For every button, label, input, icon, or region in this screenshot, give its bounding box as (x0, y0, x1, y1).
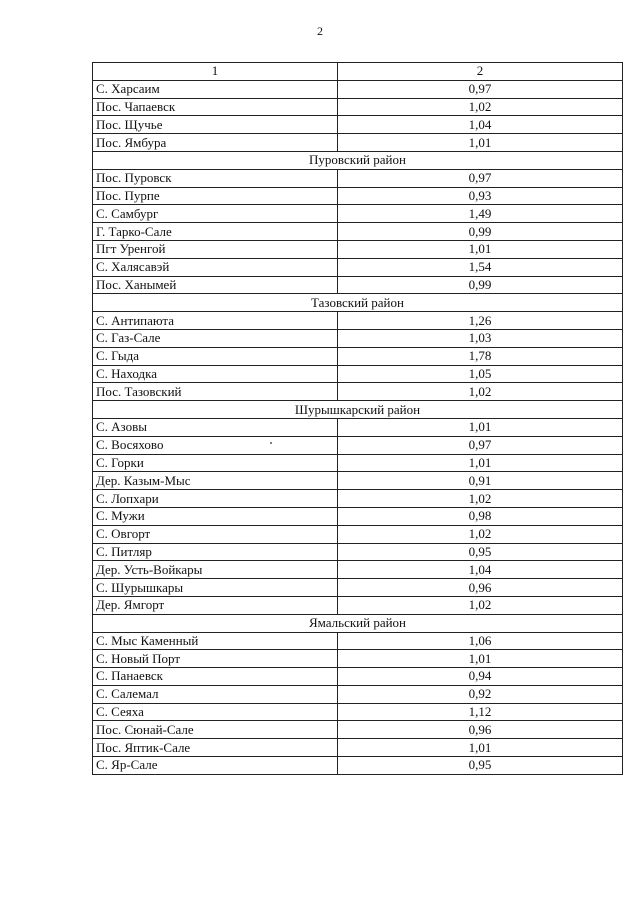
coefficient-value: 1,06 (338, 632, 623, 650)
district-title: Шурышкарский район (93, 401, 623, 419)
table-row (93, 383, 623, 401)
coefficient-table (92, 62, 623, 775)
coefficient-value: 0,99 (338, 276, 623, 294)
coefficient-value: 0,95 (338, 757, 623, 775)
settlement-name: Пос. Яптик-Сале (93, 739, 338, 757)
settlement-name: С. Восяхово (93, 436, 338, 454)
table-row (93, 721, 623, 739)
settlement-name: С. Яр-Сале (93, 757, 338, 775)
settlement-name: Пос. Пурпе (93, 187, 338, 205)
table-row (93, 240, 623, 258)
table-row (93, 223, 623, 241)
coefficient-value: 1,05 (338, 365, 623, 383)
table-row (93, 739, 623, 757)
coefficient-value: 1,02 (338, 490, 623, 508)
settlement-name: Пос. Чапаевск (93, 98, 338, 116)
settlement-name: С. Находка (93, 365, 338, 383)
table-row (93, 134, 623, 152)
header-col-1: 1 (93, 63, 338, 81)
page-number: 2 (317, 24, 323, 38)
settlement-name: С. Салемал (93, 685, 338, 703)
coefficient-value: 1,02 (338, 98, 623, 116)
table-row (93, 436, 623, 454)
settlement-name: Дер. Казым-Мыс (93, 472, 338, 490)
coefficient-value: 1,03 (338, 329, 623, 347)
table-row (93, 258, 623, 276)
table-row (93, 98, 623, 116)
coefficient-value: 1,01 (338, 650, 623, 668)
settlement-name: С. Овгорт (93, 525, 338, 543)
coefficient-value: 0,97 (338, 169, 623, 187)
settlement-name: Пос. Щучье (93, 116, 338, 134)
table-row (93, 703, 623, 721)
coefficient-value: 0,97 (338, 436, 623, 454)
coefficient-value: 1,01 (338, 134, 623, 152)
table-row (93, 650, 623, 668)
table-row (93, 169, 623, 187)
table-row (93, 579, 623, 597)
coefficient-value: 1,01 (338, 418, 623, 436)
coefficient-value: 1,02 (338, 525, 623, 543)
table-row (93, 685, 623, 703)
table-row (93, 507, 623, 525)
table-row (93, 454, 623, 472)
table-row (93, 205, 623, 223)
table-row (93, 347, 623, 365)
table-row (93, 561, 623, 579)
settlement-name: С. Панаевск (93, 668, 338, 686)
coefficient-value: 0,96 (338, 579, 623, 597)
table-row (93, 187, 623, 205)
district-title: Пуровский район (93, 151, 623, 169)
coefficient-value: 0,94 (338, 668, 623, 686)
coefficient-value: 1,12 (338, 703, 623, 721)
table-row (93, 418, 623, 436)
settlement-name: Пгт Уренгой (93, 240, 338, 258)
coefficient-value: 1,49 (338, 205, 623, 223)
settlement-name: Дер. Ямгорт (93, 596, 338, 614)
table-row (93, 668, 623, 686)
settlement-name: С. Азовы (93, 418, 338, 436)
table-row (93, 365, 623, 383)
table-row (93, 632, 623, 650)
coefficient-value: 1,26 (338, 312, 623, 330)
table-row (93, 543, 623, 561)
scan-speck (270, 442, 272, 444)
district-header-row (93, 294, 623, 312)
settlement-name: С. Питляр (93, 543, 338, 561)
table-row (93, 596, 623, 614)
settlement-name: С. Гыда (93, 347, 338, 365)
settlement-name: Пос. Ханымей (93, 276, 338, 294)
table-row (93, 312, 623, 330)
district-header-row (93, 151, 623, 169)
district-title: Тазовский район (93, 294, 623, 312)
settlement-name: Пос. Тазовский (93, 383, 338, 401)
settlement-name: С. Новый Порт (93, 650, 338, 668)
coefficient-value: 0,95 (338, 543, 623, 561)
table-body (93, 63, 623, 775)
coefficient-value: 0,99 (338, 223, 623, 241)
settlement-name: Пос. Пуровск (93, 169, 338, 187)
table-row (93, 329, 623, 347)
coefficient-value: 1,54 (338, 258, 623, 276)
coefficient-value: 0,93 (338, 187, 623, 205)
settlement-name: С. Харсаим (93, 80, 338, 98)
settlement-name: С. Самбург (93, 205, 338, 223)
settlement-name: Пос. Ямбура (93, 134, 338, 152)
settlement-name: С. Газ-Сале (93, 329, 338, 347)
district-header-row (93, 614, 623, 632)
coefficient-value: 1,04 (338, 561, 623, 579)
district-header-row (93, 401, 623, 419)
settlement-name: Дер. Усть-Войкары (93, 561, 338, 579)
coefficient-value: 1,01 (338, 240, 623, 258)
coefficient-value: 0,91 (338, 472, 623, 490)
settlement-name: С. Лопхари (93, 490, 338, 508)
settlement-name: С. Мужи (93, 507, 338, 525)
coefficient-value: 1,02 (338, 383, 623, 401)
table-row (93, 472, 623, 490)
table-row (93, 116, 623, 134)
settlement-name: С. Мыс Каменный (93, 632, 338, 650)
coefficient-value: 0,97 (338, 80, 623, 98)
table-row (93, 757, 623, 775)
settlement-name: С. Халясавэй (93, 258, 338, 276)
coefficient-value: 1,01 (338, 454, 623, 472)
table-header-row (93, 63, 623, 81)
settlement-name: С. Сеяха (93, 703, 338, 721)
header-col-2: 2 (338, 63, 623, 81)
settlement-name: Г. Тарко-Сале (93, 223, 338, 241)
coefficient-value: 1,01 (338, 739, 623, 757)
table-row (93, 276, 623, 294)
coefficient-value: 1,02 (338, 596, 623, 614)
table-row (93, 490, 623, 508)
coefficient-value: 0,92 (338, 685, 623, 703)
coefficient-value: 1,04 (338, 116, 623, 134)
settlement-name: С. Антипаюта (93, 312, 338, 330)
table-row (93, 525, 623, 543)
settlement-name: С. Горки (93, 454, 338, 472)
coefficient-value: 0,96 (338, 721, 623, 739)
coefficient-value: 1,78 (338, 347, 623, 365)
settlement-name: С. Шурышкары (93, 579, 338, 597)
coefficient-value: 0,98 (338, 507, 623, 525)
table-row (93, 80, 623, 98)
district-title: Ямальский район (93, 614, 623, 632)
settlement-name: Пос. Сюнай-Сале (93, 721, 338, 739)
